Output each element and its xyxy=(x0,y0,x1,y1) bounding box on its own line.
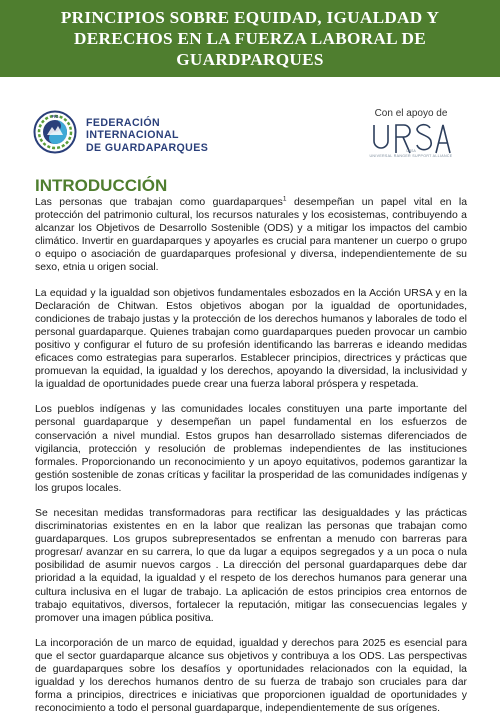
ifr-name-line2: INTERNACIONAL xyxy=(86,129,179,142)
intro-heading: INTRODUCCIÓN xyxy=(35,176,168,195)
ifr-emblem-icon xyxy=(33,110,77,154)
ifr-initials: FIG xyxy=(51,114,59,120)
ifr-name-line3: DE GUARDAPARQUES xyxy=(86,141,209,154)
ursa-tagline: UNIVERSAL RANGER SUPPORT ALLIANCE xyxy=(369,154,453,158)
support-label: Con el apoyo de xyxy=(374,108,448,119)
intro-paragraph-1 xyxy=(35,196,467,275)
document-title: PRINCIPIOS SOBRE EQUIDAD, IGUALDAD Y DERECHOS EN LA FUERZA LABORAL DE GUARDPARQUES xyxy=(60,8,440,69)
ursa-logo-icon xyxy=(366,121,456,155)
intro-paragraph-5: La incorporación de un marco de equidad, igualdad y derechos para 2025 es esencial para que el sector guardaparque alcance sus objetivos y contribuya a los ODS. Las perspectivas de guardaparques sobre los desafíos y oportunidades relacionados con la equidad, la igualdad y los derechos humanos dentro de su fuerza de trabajo son cruciales para dar forma a principios, directrices e iniciativas que proporcionen igualdad de oportunidades y reconocimiento a todo el personal guardaparque, independientemente de sus orígenes. xyxy=(35,637,467,715)
intro-paragraph-3: Los pueblos indígenas y las comunidades locales constituyen una parte importante del personal guardaparque y desempeñan un papel fundamental en los esfuerzos de conservación a nivel mundial. Estos grupos han desarrollado sistemas diferenciados de vigilancia, protección y resolución de problemas independientes de las instituciones formales. Proporcionando un reconocimiento y un apoyo equitativos, podemos garantizar la gestión sostenible de zonas críticas y facilitar la prosperidad de las comunidades indígenas y los grupos locales. xyxy=(35,404,467,494)
footnote-marker[interactable]: 1 xyxy=(282,195,287,203)
p1-before: Las personas que trabajan como guardaparques xyxy=(35,197,283,208)
ursa-name-text: URSA xyxy=(406,149,416,153)
logo-row xyxy=(0,104,500,164)
title-banner xyxy=(0,0,500,77)
ifr-name-line1: FEDERACIÓN xyxy=(86,117,161,129)
intro-paragraph-4: Se necesitan medidas transformadoras para rectificar las desigualdades y las prácticas discriminatorias existentes en en la labor que realizan las personas que trabajan como guardaparques. Los grupos subrepresentados se enfrentan a menudo con barreras para progresar/ avanzar en su carrera, lo que da lugar a equipos segregados y a un poca o nula posibilidad de asumir nuevos cargos . La dirección del personal guardaparques debe dar prioridad a la equidad, la igualdad y el respeto de los derechos humanos para generar una cultura inclusiva en el lugar de trabajo. La aplicación de estos principios crea entornos de trabajo equitativos, diversos, fortalecer la reputación, mitigar las consecuencias legales y promover una imagen pública positiva. xyxy=(35,507,467,624)
introduction-section xyxy=(35,176,467,727)
p1-after: desempeñan un papel vital en la protección del patrimonio cultural, los recursos naturales y los ecosistemas, contribuyendo a alcanzar los Objetivos de Desarrollo Sostenible (ODS) y a mitigar los impactos del cambio climático. Invertir en guardaparques y apoyarles es crucial para mantener un cuerpo o grupo o equipo o asociación de guardaparques profesional y diversa, independientemente de su sexo, etnia u origen social. xyxy=(35,197,467,274)
support-block xyxy=(356,108,466,158)
ifr-name xyxy=(86,117,208,154)
intro-paragraph-2: La equidad y la igualdad son objetivos fundamentales esbozados en la Acción URSA y en la Declaración de Chitwan. Estos objetivos abogan por la igualdad de oportunidades, condiciones de trabajo justas y la protección de los derechos humanos y laborales de todo el personal guardaparque. Quienes trabajan como guardaparques pueden provocar un cambio positivo y configurar el futuro de su profesión identificando las barreras e ideando medidas eficaces como estrategias para superarlos. Establecer principios, directrices y prácticas que promuevan la equidad, la igualdad y los derechos, apoyando la diversidad, la inclusividad y la igualdad de oportunidades puede crear una fuerza laboral próspera y respetada. xyxy=(35,287,467,391)
